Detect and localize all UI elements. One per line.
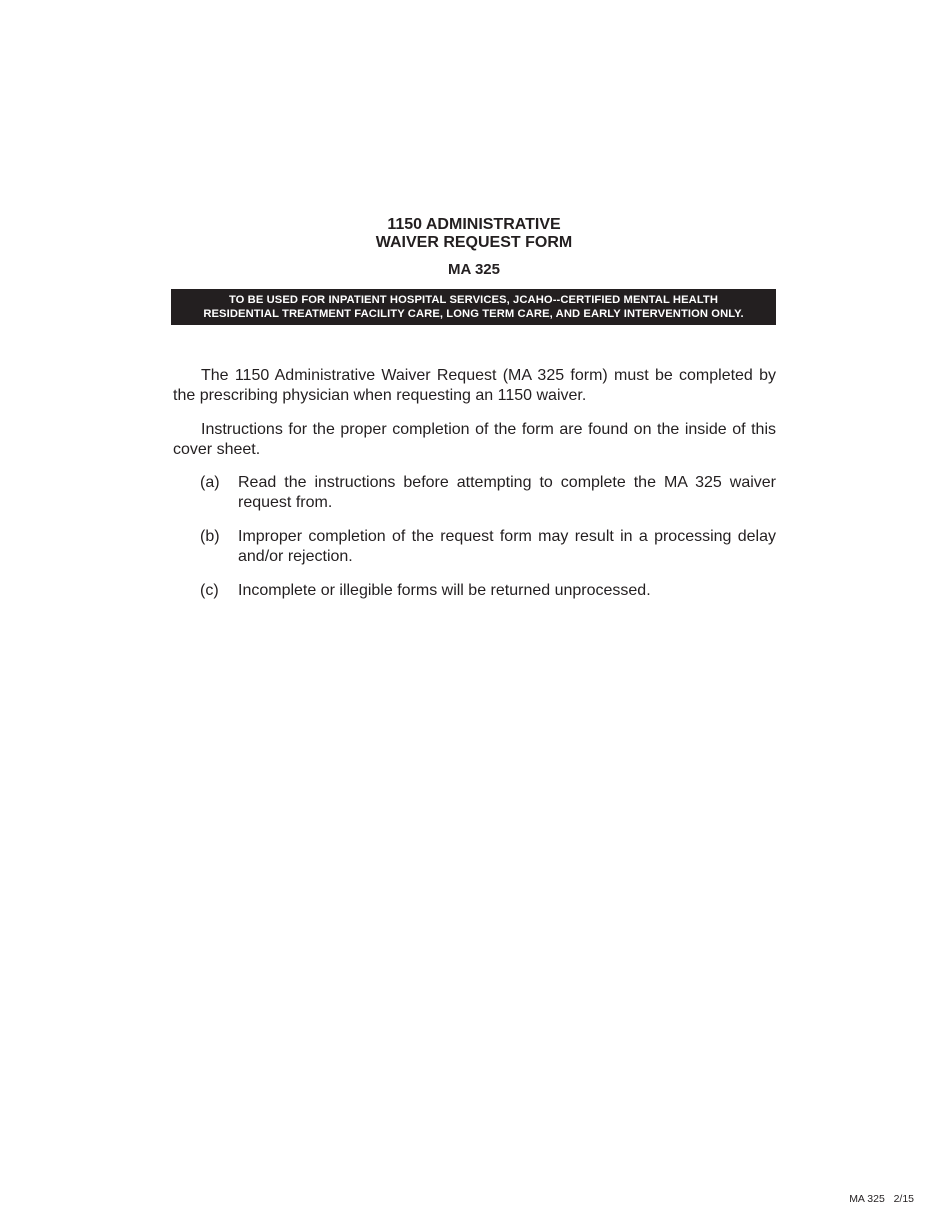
form-number: MA 325 (448, 261, 500, 278)
form-header (172, 216, 776, 279)
list-item-letter: (b) (200, 528, 220, 545)
page-footer (849, 1193, 914, 1205)
list-item-text: Incomplete or illegible forms will be returned unprocessed. (238, 582, 651, 599)
list-item (173, 581, 776, 601)
form-title-line-1: 1150 ADMINISTRATIVE (387, 216, 561, 233)
instructions-body (173, 366, 776, 615)
form-title-line-2: WAIVER REQUEST FORM (375, 234, 573, 251)
instructions-location-paragraph: Instructions for the proper completion of the form are found on the inside of this cover sheet. (173, 421, 776, 458)
list-item (173, 473, 776, 513)
list-item (173, 527, 776, 567)
footer-form-code: MA 325 (849, 1193, 885, 1205)
list-item-text: Read the instructions before attempting to complete the MA 325 waiver request from. (238, 474, 776, 511)
footer-revision: 2/15 (893, 1193, 914, 1205)
list-item-letter: (a) (200, 474, 220, 491)
list-item-text: Improper completion of the request form may result in a processing delay and/or rejection. (238, 528, 776, 565)
intro-paragraph: The 1150 Administrative Waiver Request (MA 325 form) must be completed by the prescribing physician when requesting an 1150 waiver. (173, 367, 776, 404)
usage-banner-line-2: RESIDENTIAL TREATMENT FACILITY CARE, LONG TERM CARE, AND EARLY INTERVENTION ONLY. (203, 308, 744, 320)
list-item-letter: (c) (200, 582, 219, 599)
usage-banner (171, 289, 776, 325)
usage-banner-line-1: TO BE USED FOR INPATIENT HOSPITAL SERVICES, JCAHO--CERTIFIED MENTAL HEALTH (228, 294, 719, 306)
